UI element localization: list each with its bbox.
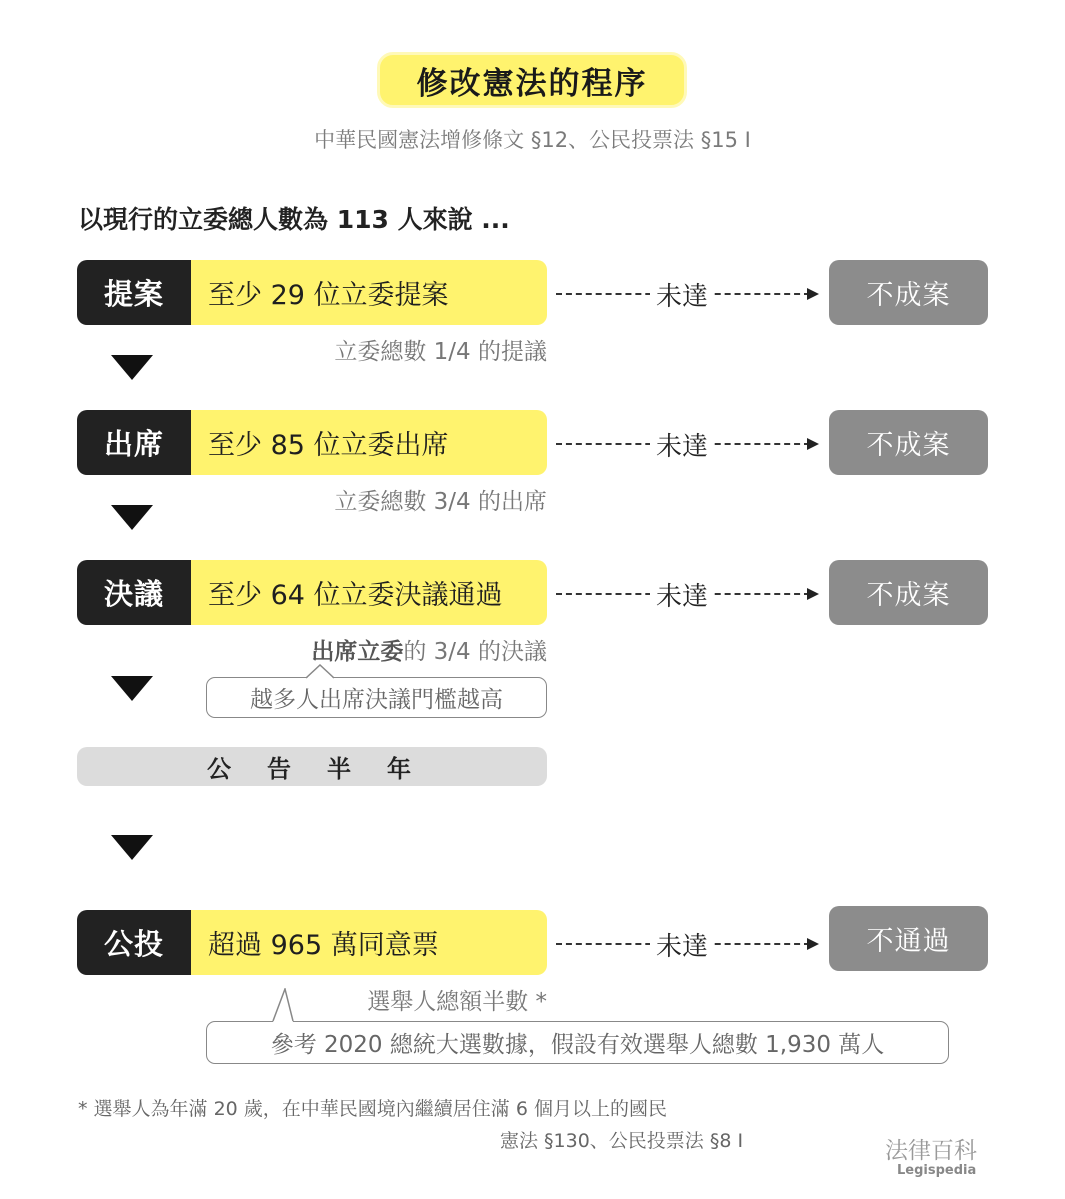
- not-reached-label: 未達: [650, 926, 714, 963]
- step-attendance: [77, 410, 547, 475]
- step-label: 決議: [77, 560, 191, 625]
- step-requirement: 超過 965 萬同意票: [191, 910, 547, 975]
- step-requirement: 至少 64 位立委決議通過: [191, 560, 547, 625]
- result-fail-box: 不成案: [829, 410, 988, 475]
- down-arrow-icon: [111, 676, 153, 701]
- arrow-right-icon: [807, 938, 819, 950]
- not-reached-label: 未達: [650, 576, 714, 613]
- callout-pointer: [306, 664, 334, 679]
- brand-logo-en: Legispedia: [897, 1163, 977, 1178]
- legal-reference: 中華民國憲法增修條文 §12、公民投票法 §15 I: [314, 128, 751, 152]
- callout-note: 參考 2020 總統大選數據，假設有效選舉人總數 1,930 萬人: [206, 1021, 949, 1064]
- arrow-right-icon: [807, 588, 819, 600]
- step-note: [200, 633, 547, 666]
- arrow-right-icon: [807, 438, 819, 450]
- arrow-right-icon: [807, 288, 819, 300]
- down-arrow-icon: [111, 835, 153, 860]
- step-resolution: [77, 560, 547, 625]
- step-note: 選舉人總額半數 *: [367, 989, 547, 1015]
- down-arrow-icon: [111, 355, 153, 380]
- step-label: 提案: [77, 260, 191, 325]
- footnote: * 選舉人為年滿 20 歲，在中華民國境內繼續居住滿 6 個月以上的國民: [78, 1098, 667, 1120]
- not-reached-label: 未達: [650, 426, 714, 463]
- footnote-reference: 憲法 §130、公民投票法 §8 I: [500, 1130, 744, 1152]
- brand-logo: 法律百科: [885, 1138, 977, 1164]
- page-title: 修改憲法的程序: [377, 52, 687, 108]
- intro-text: 以現行的立委總人數為 113 人來說 ...: [78, 205, 510, 234]
- result-fail-box: 不成案: [829, 560, 988, 625]
- step-label: 出席: [77, 410, 191, 475]
- result-fail-box: 不成案: [829, 260, 988, 325]
- step-note: 立委總數 1/4 的提議: [334, 339, 547, 365]
- step-label: 公投: [77, 910, 191, 975]
- step-requirement: 至少 85 位立委出席: [191, 410, 547, 475]
- note-rest: 的 3/4 的決議: [403, 639, 547, 665]
- result-fail-box: 不通過: [829, 906, 988, 971]
- step-proposal: [77, 260, 547, 325]
- note-emphasis: 出席立委: [311, 639, 404, 665]
- step-note: 立委總數 3/4 的出席: [334, 489, 547, 515]
- callout-pointer: [271, 988, 295, 1023]
- announcement-period: 公告半年: [77, 747, 547, 786]
- down-arrow-icon: [111, 505, 153, 530]
- not-reached-label: 未達: [650, 276, 714, 313]
- step-requirement: 至少 29 位立委提案: [191, 260, 547, 325]
- callout-note: 越多人出席決議門檻越高: [206, 677, 547, 718]
- step-referendum: [77, 910, 547, 975]
